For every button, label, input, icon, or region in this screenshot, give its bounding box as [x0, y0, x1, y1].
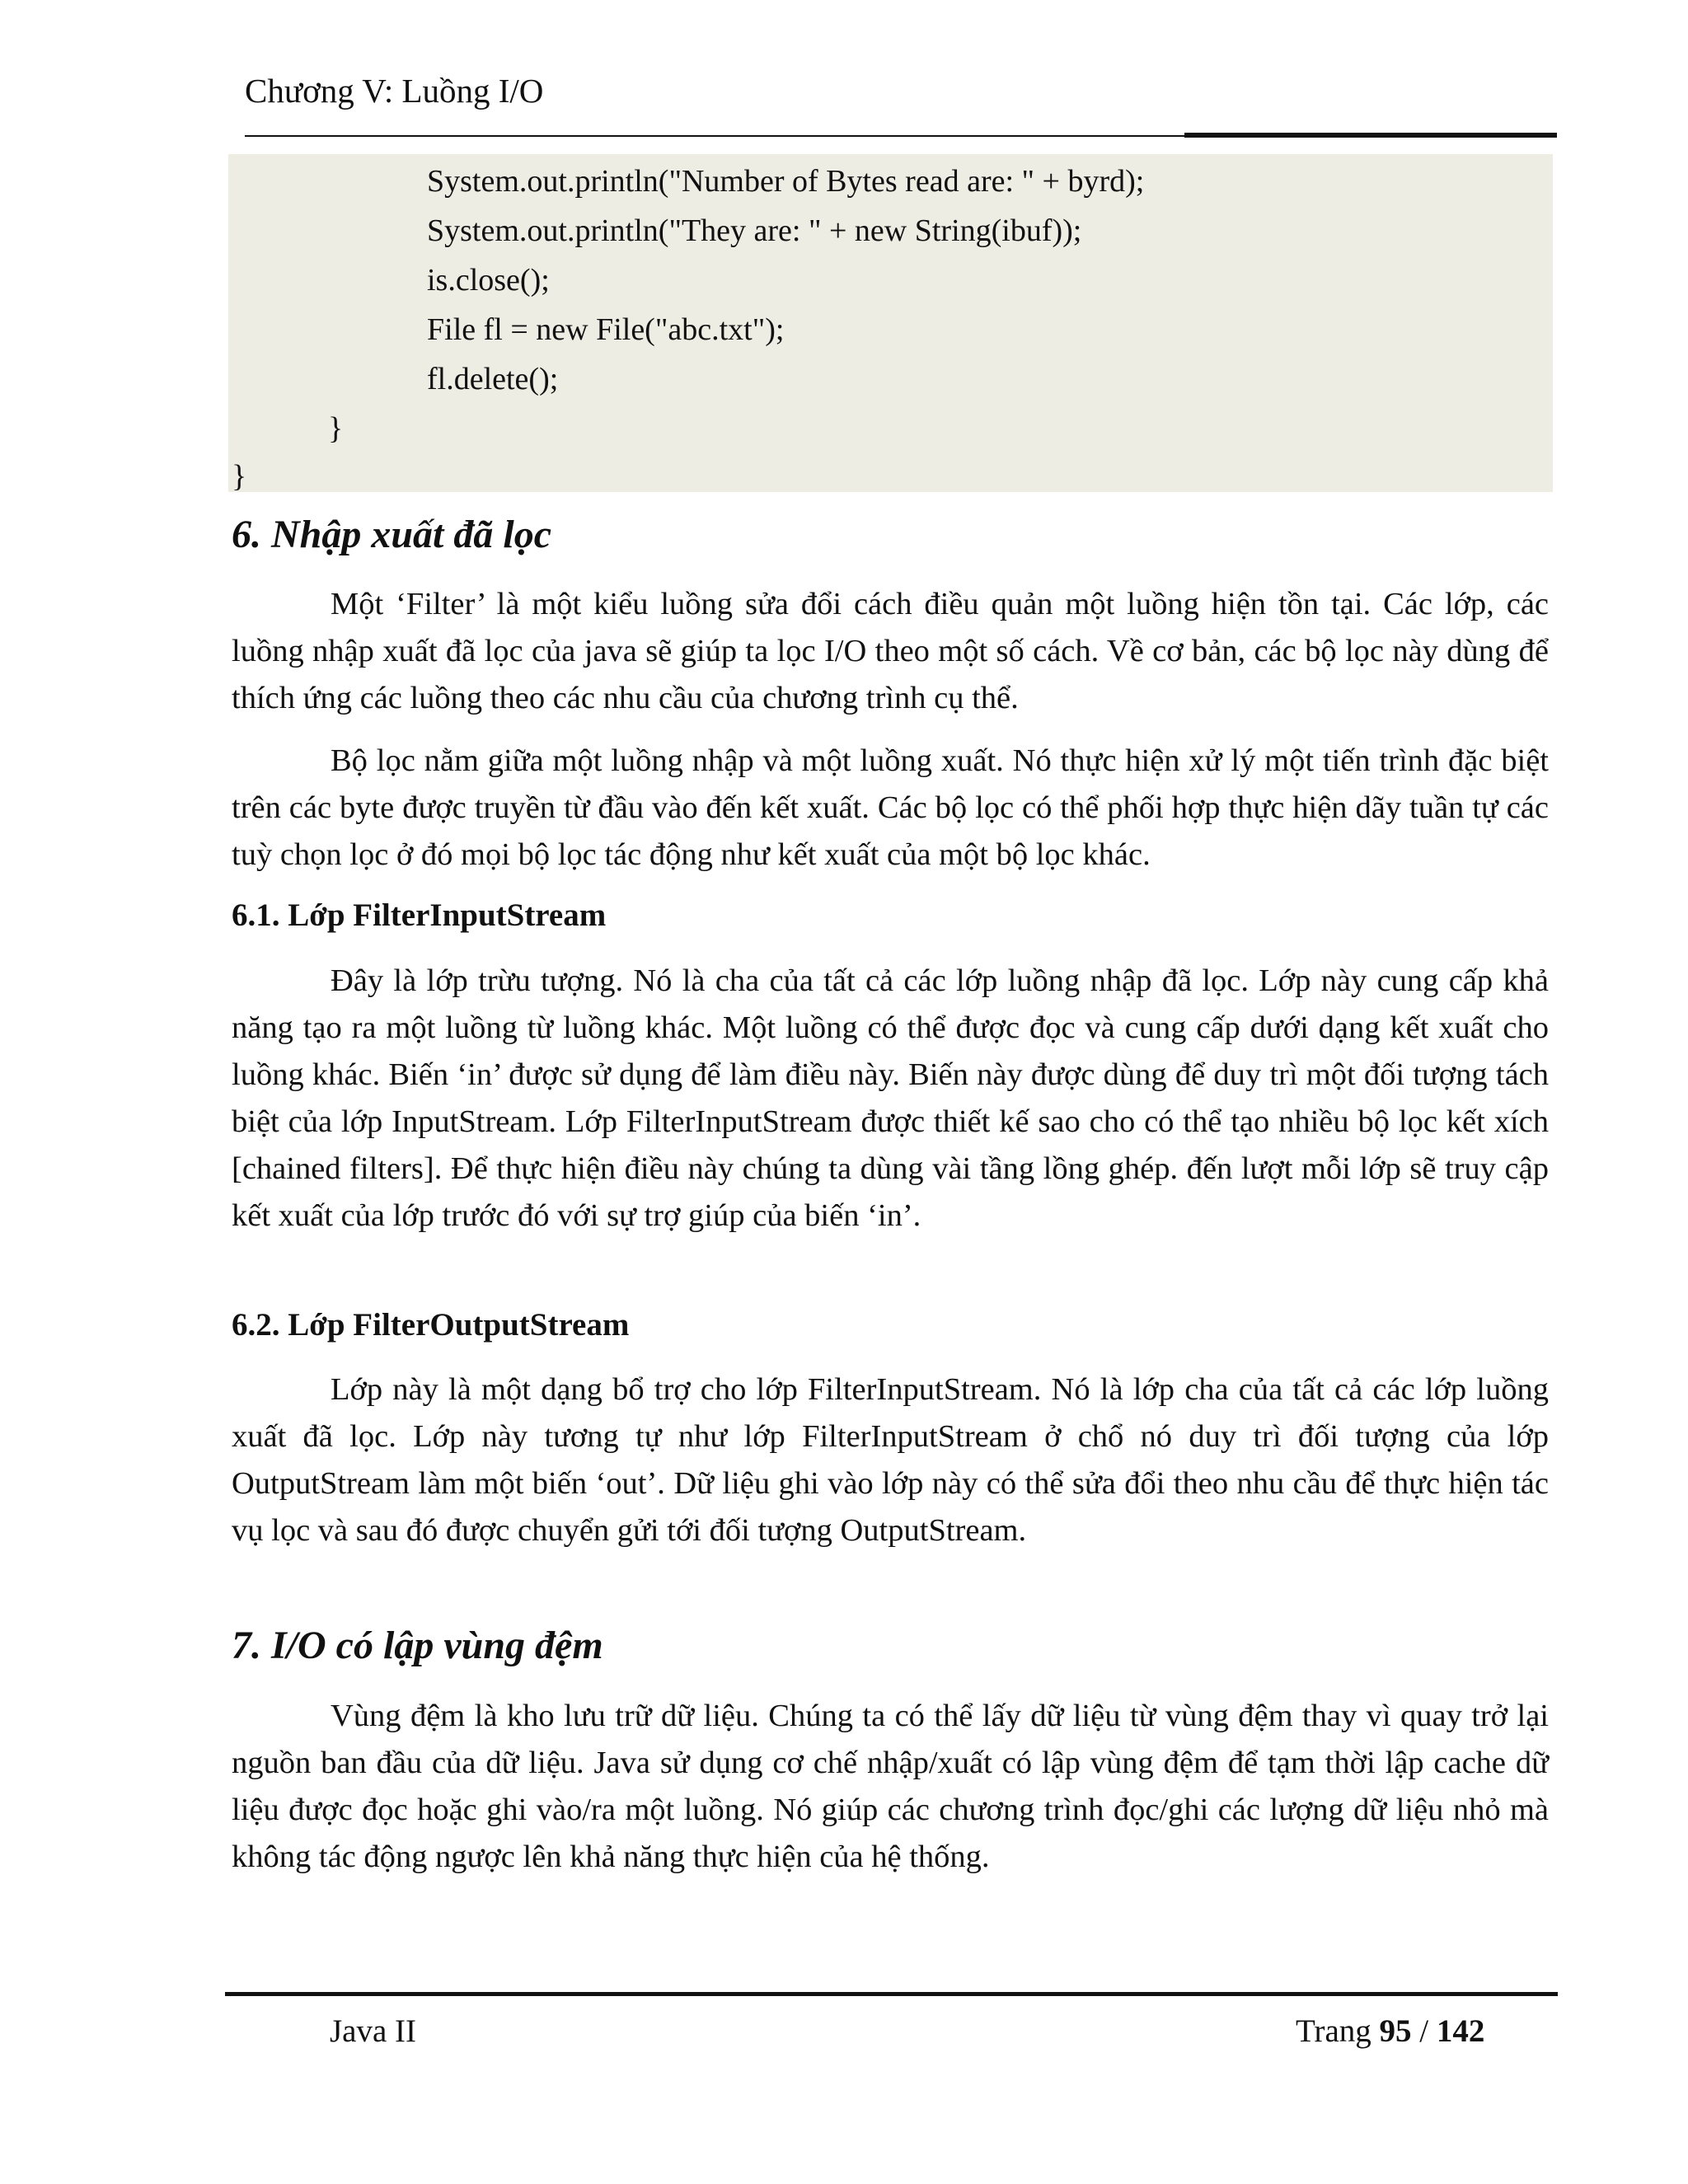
section-6-2-heading: 6.2. Lớp FilterOutputStream — [232, 1307, 630, 1343]
section-7-heading: 7. I/O có lập vùng đệm — [232, 1624, 603, 1667]
page-label: Trang — [1296, 2013, 1372, 2049]
footer-page-number — [1296, 2008, 1484, 2055]
code-block — [228, 154, 1553, 492]
code-line: System.out.println("They are: " + new String(ibuf)); — [427, 213, 1082, 248]
code-line: } — [232, 459, 247, 494]
code-line: System.out.println("Number of Bytes read are: " + byrd); — [427, 164, 1145, 199]
section-6-heading: 6. Nhập xuất đã lọc — [232, 513, 552, 556]
section-6-1-paragraph: Đây là lớp trừu tượng. Nó là cha của tất cả các lớp luồng nhập đã lọc. Lớp này cung cấp khả năng tạo ra một luồng từ luồng khác. Một luồng có thể được đọc và cung cấp dưới dạng kết xuất cho luồng khác. Biến ‘in’ được sử dụng để làm điều này. Biến này được dùng để duy trì một đối tượng tách biệt của lớp InputStream. Lớp FilterInputStream được thiết kế sao cho có thể tạo nhiều bộ lọc kết xích [chained filters]. Để thực hiện điều này chúng ta dùng vài tầng lồng ghép. đến lượt mỗi lớp sẽ truy cập kết xuất của lớp trước đó với sự trợ giúp của biến ‘in’. — [232, 963, 1549, 1233]
code-line: fl.delete(); — [427, 362, 559, 396]
page-current: 95 — [1379, 2013, 1412, 2049]
footer-course-name: Java II — [330, 2013, 417, 2049]
section-6-1-heading: 6.1. Lớp FilterInputStream — [232, 898, 607, 933]
code-line: is.close(); — [427, 263, 550, 298]
footer-rule — [225, 1992, 1558, 1996]
page-total: 142 — [1436, 2013, 1485, 2049]
code-line: } — [328, 411, 344, 446]
section-6-paragraph-2: Bộ lọc nằm giữa một luồng nhập và một luồng xuất. Nó thực hiện xử lý một tiến trình đặc biệt trên các byte được truyền từ đầu vào đến kết xuất. Các bộ lọc có thể phối hợp thực hiện dãy tuần tự các tuỳ chọn lọc ở đó mọi bộ lọc tác động như kết xuất của một bộ lọc khác. — [232, 743, 1549, 872]
section-6-paragraph-1: Một ‘Filter’ là một kiểu luồng sửa đổi cách điều quản một luồng hiện tồn tại. Các lớp, các luồng nhập xuất đã lọc của java sẽ giúp ta lọc I/O theo một số cách. Về cơ bản, các bộ lọc này dùng để thích ứng các luồng theo các nhu cầu của chương trình cụ thể. — [232, 587, 1549, 715]
section-6-2-paragraph: Lớp này là một dạng bổ trợ cho lớp FilterInputStream. Nó là lớp cha của tất cả các lớp luồng xuất đã lọc. Lớp này tương tự như lớp FilterInputStream ở chổ nó duy trì đối tượng của lớp OutputStream làm một biến ‘out’. Dữ liệu ghi vào lớp này có thể sửa đổi theo nhu cầu để thực hiện tác vụ lọc và sau đó được chuyển gửi tới đối tượng OutputStream. — [232, 1372, 1549, 1548]
header-rule — [245, 135, 1184, 137]
header-chapter-title: Chương V: Luồng I/O — [245, 72, 544, 110]
page-separator: / — [1419, 2013, 1429, 2049]
section-7-paragraph: Vùng đệm là kho lưu trữ dữ liệu. Chúng ta có thể lấy dữ liệu từ vùng đệm thay vì quay trở lại nguồn ban đầu của dữ liệu. Java sử dụng cơ chế nhập/xuất có lập vùng đệm để tạm thời lập cache dữ liệu được đọc hoặc ghi vào/ra một luồng. Nó giúp các chương trình đọc/ghi các lượng dữ liệu nhỏ mà không tác động ngược lên khả năng thực hiện của hệ thống. — [232, 1699, 1549, 1874]
code-line: File fl = new File("abc.txt"); — [427, 312, 785, 347]
header-rule-accent — [1184, 133, 1557, 138]
